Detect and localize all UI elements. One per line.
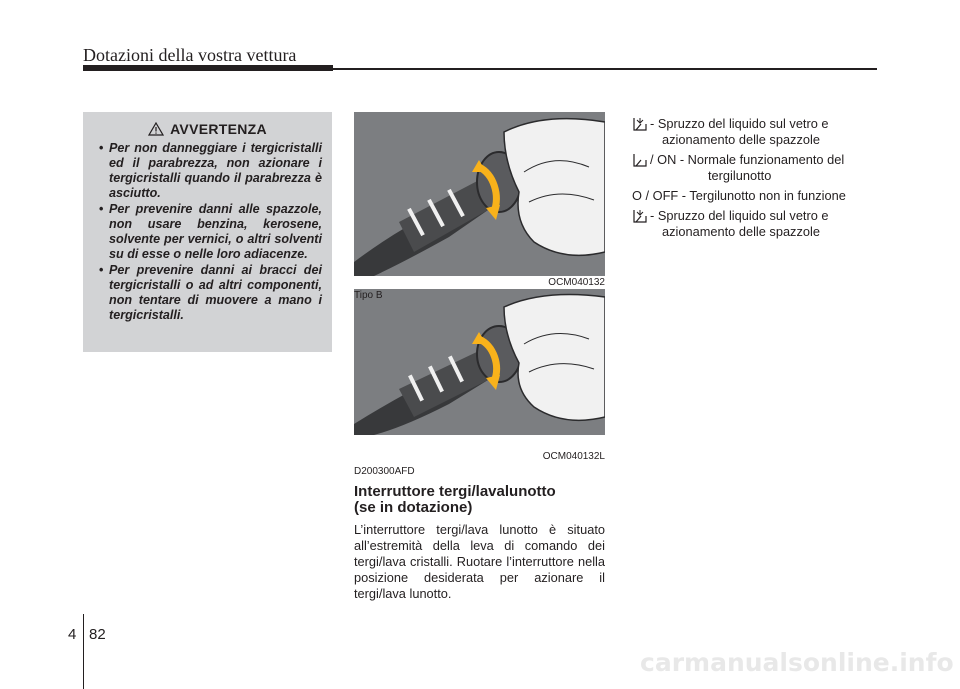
- rear-wiper-icon: [632, 152, 650, 170]
- page-header-title: Dotazioni della vostra vettura: [83, 45, 297, 65]
- mode-text: azionamento delle spazzole: [662, 132, 820, 147]
- mode-item: [632, 188, 878, 204]
- page-number-divider: [83, 614, 84, 689]
- warning-box: [83, 112, 332, 352]
- mode-text: azionamento delle spazzole: [662, 224, 820, 239]
- page-number: 82: [89, 626, 106, 643]
- section-title: [354, 484, 605, 516]
- figure-code: OCM040132L: [542, 451, 605, 462]
- warning-triangle-icon: [148, 122, 164, 136]
- mode-text: / ON - Normale funzionamento del: [650, 152, 845, 167]
- warning-item: • Per prevenire danni ai bracci dei tergicristalli o ad altri componenti, non tentare di muovere a mano i tergicristalli.: [93, 263, 322, 323]
- warning-list: [93, 141, 322, 323]
- rear-washer-icon: [632, 208, 650, 226]
- mode-text: O / OFF - Tergilunotto non in funzione: [632, 188, 846, 203]
- figure-photo-a: [354, 112, 605, 276]
- figure-code: OCM040132: [548, 277, 605, 288]
- chapter-number: 4: [68, 626, 77, 643]
- figure-type-b: [354, 289, 605, 462]
- warning-item: • Per non danneggiare i tergicristalli ed il parabrezza, non azionare i tergicristalli quando il parabrezza è asciutto.: [93, 141, 322, 201]
- mode-item: [632, 208, 878, 240]
- figure-photo-b: [354, 289, 605, 435]
- mode-text: - Spruzzo del liquido sul vetro e: [650, 208, 829, 223]
- header-rule-thick: [83, 65, 333, 71]
- section-code: D200300AFD: [354, 466, 415, 477]
- warning-title: AVVERTENZA: [170, 121, 267, 137]
- warning-header: [93, 121, 322, 137]
- figure-type-a: [354, 112, 605, 290]
- warning-item: • Per prevenire danni alle spazzole, non usare benzina, kerosene, solvente per vernici, o altri solventi su di esse o nelle loro adiacenze.: [93, 202, 322, 262]
- wiper-lever-illustration: [354, 112, 605, 276]
- figure-label: Tipo B: [354, 290, 383, 301]
- header-rule-thin: [333, 68, 877, 70]
- wiper-lever-illustration: [354, 289, 605, 435]
- section-title-line: (se in dotazione): [354, 499, 473, 516]
- wiper-modes-list: [632, 116, 878, 244]
- mode-item: [632, 152, 878, 184]
- mode-text: - Spruzzo del liquido sul vetro e: [650, 116, 829, 131]
- watermark: carmanualsonline.info: [640, 648, 954, 677]
- mode-text: tergilunotto: [708, 168, 772, 183]
- mode-item: [632, 116, 878, 148]
- section-title-line: Interruttore tergi/lavalunotto: [354, 483, 556, 500]
- rear-washer-icon: [632, 116, 650, 134]
- section-body: L’interruttore tergi/lava lunotto è situato all’estremità della leva di comando dei tergi/lava cristalli. Ruotare l’interruttore nella posizione desiderata per azionare il tergi/lava lunotto.: [354, 522, 605, 601]
